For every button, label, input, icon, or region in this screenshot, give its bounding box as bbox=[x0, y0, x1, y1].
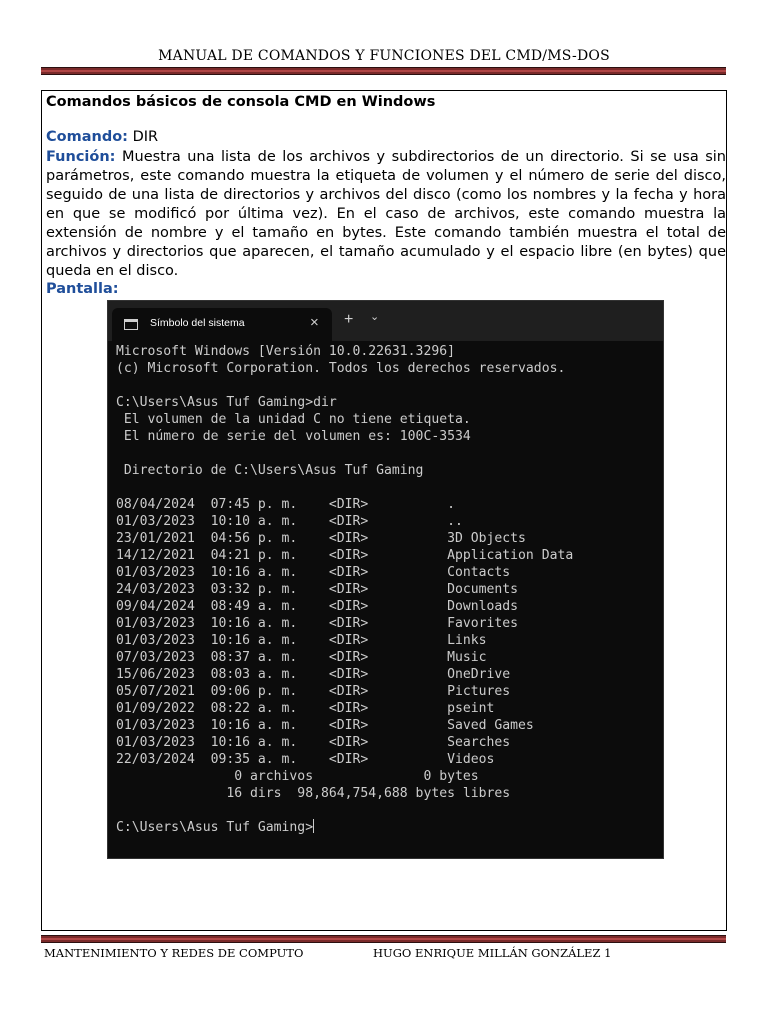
terminal-line: El volumen de la unidad C no tiene etiqueta. bbox=[116, 412, 471, 427]
terminal-line: 14/12/2021 04:21 p. m. <DIR> Application Data bbox=[116, 548, 574, 563]
terminal-line: 0 archivos 0 bytes bbox=[116, 769, 479, 784]
footer-left-text: MANTENIMIENTO Y REDES DE COMPUTO bbox=[44, 946, 304, 960]
terminal-tab[interactable] bbox=[112, 308, 332, 341]
terminal-line: 01/03/2023 10:10 a. m. <DIR> .. bbox=[116, 514, 463, 529]
terminal-titlebar bbox=[108, 301, 663, 341]
terminal-screenshot bbox=[107, 300, 664, 859]
terminal-prompt[interactable] bbox=[116, 819, 659, 836]
footer-right-text: HUGO ENRIQUE MILLÁN GONZÁLEZ 1 bbox=[373, 946, 612, 960]
chevron-down-icon[interactable]: ⌄ bbox=[370, 311, 380, 323]
terminal-line: 01/03/2023 10:16 a. m. <DIR> Searches bbox=[116, 735, 511, 750]
terminal-line bbox=[116, 479, 659, 496]
terminal-line: 08/04/2024 07:45 p. m. <DIR> . bbox=[116, 497, 455, 512]
terminal-prompt-text: C:\Users\Asus Tuf Gaming> bbox=[116, 820, 314, 835]
terminal-line: 09/04/2024 08:49 a. m. <DIR> Downloads bbox=[116, 599, 519, 614]
content-box bbox=[41, 90, 727, 931]
function-paragraph bbox=[46, 148, 726, 281]
screen-label: Pantalla: bbox=[46, 281, 119, 297]
page-header-title: MANUAL DE COMANDOS Y FUNCIONES DEL CMD/MS-DOS bbox=[158, 48, 610, 64]
new-tab-icon[interactable]: + bbox=[344, 311, 354, 328]
terminal-line: El número de serie del volumen es: 100C-3534 bbox=[116, 429, 471, 444]
terminal-line: 22/03/2024 09:35 a. m. <DIR> Videos bbox=[116, 752, 495, 767]
command-line bbox=[46, 129, 158, 145]
terminal-line: (c) Microsoft Corporation. Todos los derechos reservados. bbox=[116, 361, 566, 376]
terminal-line: Microsoft Windows [Versión 10.0.22631.3296] bbox=[116, 344, 455, 359]
command-value: DIR bbox=[127, 129, 159, 145]
terminal-output bbox=[116, 343, 659, 836]
footer-divider bbox=[41, 935, 726, 943]
terminal-line: 07/03/2023 08:37 a. m. <DIR> Music bbox=[116, 650, 487, 665]
terminal-tab-title: Símbolo del sistema bbox=[150, 317, 245, 329]
terminal-icon bbox=[124, 319, 138, 330]
command-label: Comando: bbox=[46, 129, 128, 145]
terminal-line bbox=[116, 445, 659, 462]
terminal-line: 24/03/2023 03:32 p. m. <DIR> Documents bbox=[116, 582, 519, 597]
terminal-line: 01/03/2023 10:16 a. m. <DIR> Favorites bbox=[116, 616, 519, 631]
terminal-line: 01/03/2023 10:16 a. m. <DIR> Links bbox=[116, 633, 487, 648]
terminal-line bbox=[116, 377, 659, 394]
header-divider bbox=[41, 67, 726, 75]
terminal-line: 01/03/2023 10:16 a. m. <DIR> Saved Games bbox=[116, 718, 534, 733]
terminal-line bbox=[116, 802, 659, 819]
terminal-line: C:\Users\Asus Tuf Gaming>dir bbox=[116, 395, 337, 410]
terminal-line: 05/07/2021 09:06 p. m. <DIR> Pictures bbox=[116, 684, 511, 699]
function-text: Muestra una lista de los archivos y subdirectorios de un directorio. Si se usa sin parámetros, este comando muestra la etiqueta de volumen y el número de serie del disco, seguido de una lista de directorios y archivos del disco (como los nombres y la fecha y hora en que se modificó por última vez). En el caso de archivos, este comando muestra la extensión de nombre y el tamaño en bytes. Este comando también muestra el total de archivos y directorios que aparecen, el tamaño acumulado y el espacio libre (en bytes) que queda en el disco. bbox=[46, 149, 726, 279]
section-title: Comandos básicos de consola CMD en Windows bbox=[46, 94, 436, 110]
terminal-line: Directorio de C:\Users\Asus Tuf Gaming bbox=[116, 463, 424, 478]
terminal-line: 16 dirs 98,864,754,688 bytes libres bbox=[116, 786, 511, 801]
function-label: Función: bbox=[46, 149, 116, 165]
close-icon[interactable]: × bbox=[310, 314, 319, 331]
terminal-line: 01/03/2023 10:16 a. m. <DIR> Contacts bbox=[116, 565, 511, 580]
terminal-line: 23/01/2021 04:56 p. m. <DIR> 3D Objects bbox=[116, 531, 526, 546]
text-cursor bbox=[313, 819, 314, 833]
terminal-line: 01/09/2022 08:22 a. m. <DIR> pseint bbox=[116, 701, 495, 716]
terminal-line: 15/06/2023 08:03 a. m. <DIR> OneDrive bbox=[116, 667, 511, 682]
